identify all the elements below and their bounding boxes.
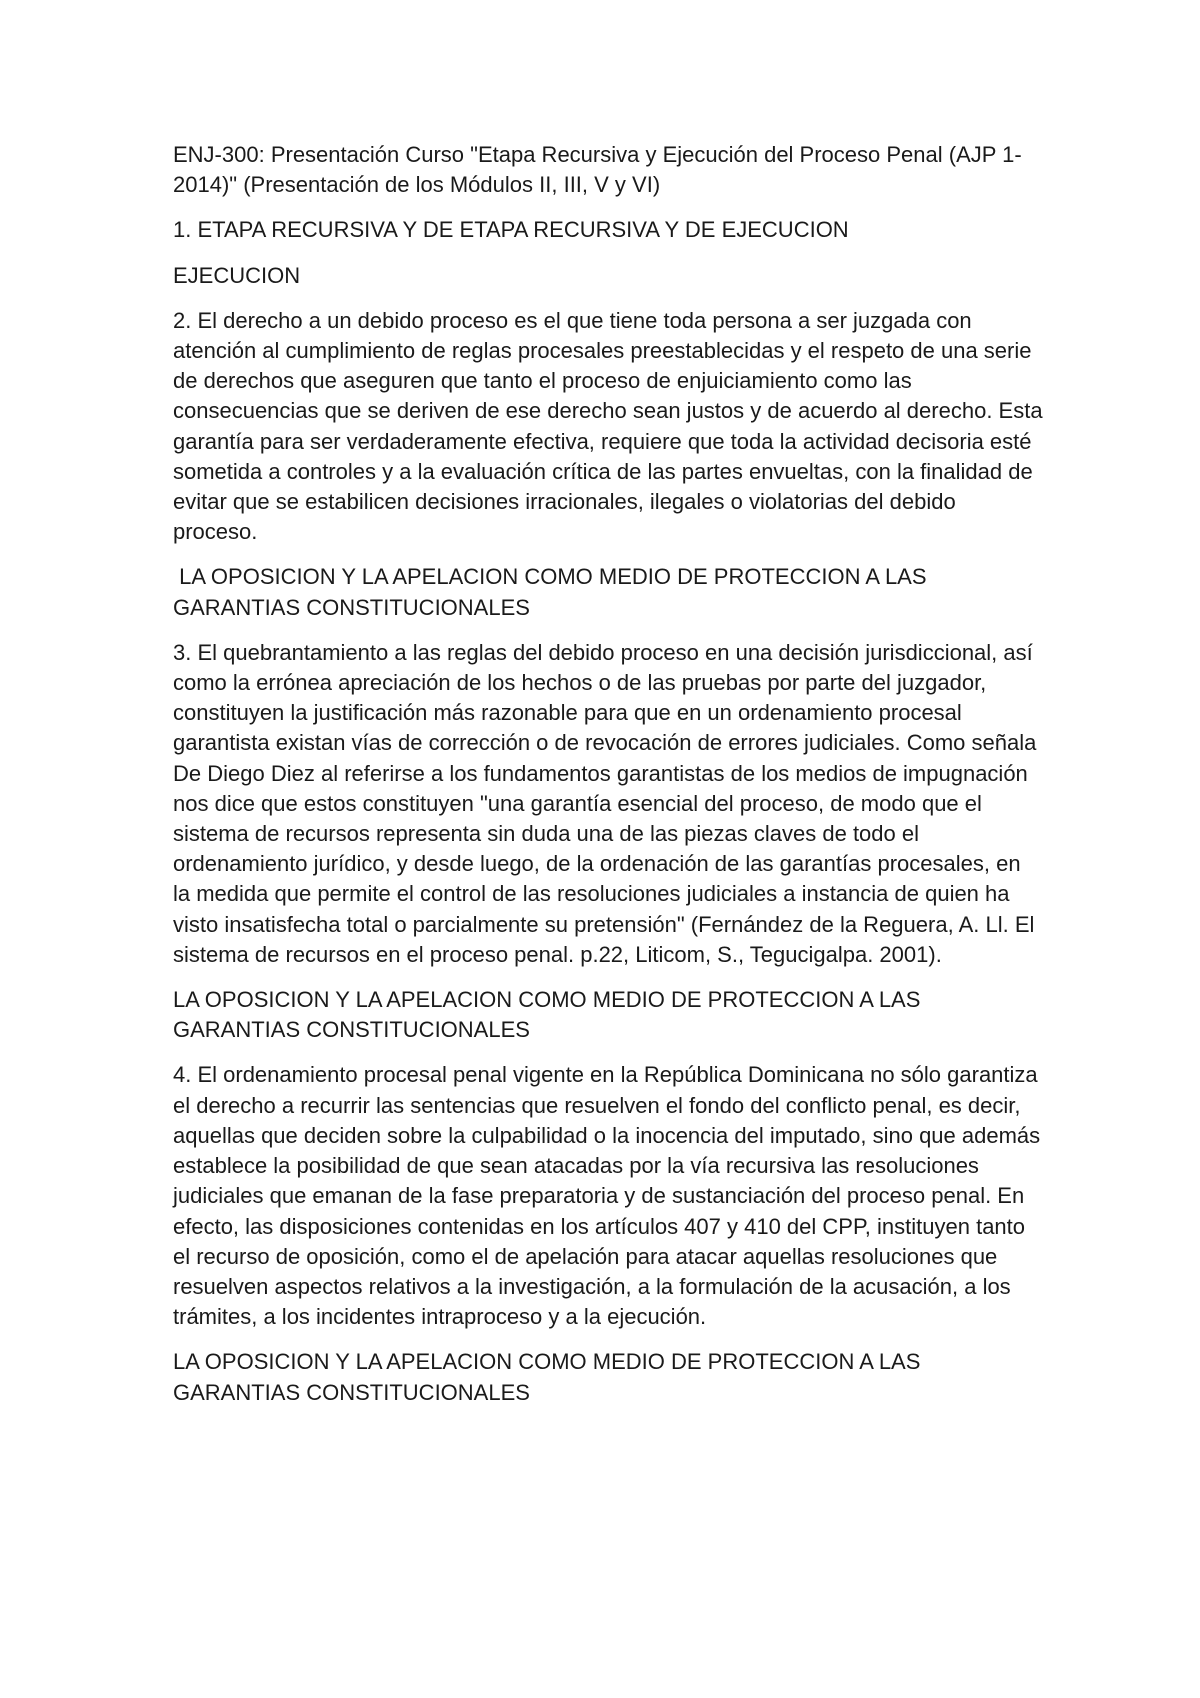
section-heading: LA OPOSICION Y LA APELACION COMO MEDIO DE PROTECCION A LAS GARANTIAS CONSTITUCIONALES <box>173 1349 921 1405</box>
section-heading: LA OPOSICION Y LA APELACION COMO MEDIO DE PROTECCION A LAS GARANTIAS CONSTITUCIONALES <box>173 987 921 1043</box>
paragraph: 2. El derecho a un debido proceso es el que tiene toda persona a ser juzgada con atención al cumplimiento de reglas procesales preestablecidas y el respeto de una serie de derechos que aseguren que tanto el proceso de enjuiciamiento como las consecuencias que se deriven de ese derecho sean justos y de acuerdo al derecho. Esta garantía para ser verdaderamente efectiva, requiere que toda la actividad decisoria esté sometida a controles y a la evaluación crítica de las partes envueltas, con la finalidad de evitar que se estabilicen decisiones irracionales, ilegales o violatorias del debido proceso. <box>173 307 1049 545</box>
document-title: ENJ-300: Presentación Curso "Etapa Recursiva y Ejecución del Proceso Penal (AJP 1-2014)" (Presentación de los Módulos II, III, V y VI) <box>173 142 1022 198</box>
paragraph: 4. El ordenamiento procesal penal vigente en la República Dominicana no sólo garantiza el derecho a recurrir las sentencias que resuelven el fondo del conflicto penal, es decir, aquellas que deciden sobre la culpabilidad o la inocencia del imputado, sino que además establece la posibilidad de que sean atacadas por la vía recursiva las resoluciones judiciales que emanan de la fase preparatoria y de sustanciación del proceso penal. En efecto, las disposiciones contenidas en los artículos 407 y 410 del CPP, instituyen tanto el recurso de oposición, como el de apelación para atacar aquellas resoluciones que resuelven aspectos relativos a la investigación, a la formulación de la acusación, a los trámites, a los incidentes intraproceso y a la ejecución. <box>173 1062 1041 1330</box>
section-heading: LA OPOSICION Y LA APELACION COMO MEDIO DE PROTECCION A LAS GARANTIAS CONSTITUCIONALES <box>173 564 933 620</box>
section-heading: 1. ETAPA RECURSIVA Y DE ETAPA RECURSIVA Y DE EJECUCION <box>173 217 849 243</box>
section-heading-continuation: EJECUCION <box>173 262 301 288</box>
paragraph: 3. El quebrantamiento a las reglas del debido proceso en una decisión jurisdiccional, así como la errónea apreciación de los hechos o de las pruebas por parte del juzgador, constituyen la justificación más razonable para que en un ordenamiento procesal garantista existan vías de corrección o de revocación de errores judiciales. Como señala De Diego Diez al referirse a los fundamentos garantistas de los medios de impugnación nos dice que estos constituyen "una garantía esencial del proceso, de modo que el sistema de recursos representa sin duda una de las piezas claves de todo el ordenamiento jurídico, y desde luego, de la ordenación de las garantías procesales, en la medida que permite el control de las resoluciones judiciales a instancia de quien ha visto insatisfecha total o parcialmente su pretensión" (Fernández de la Reguera, A. Ll. El sistema de recursos en el proceso penal. p.22, Liticom, S., Tegucigalpa. 2001). <box>173 639 1037 967</box>
document-body <box>173 140 1049 1423</box>
